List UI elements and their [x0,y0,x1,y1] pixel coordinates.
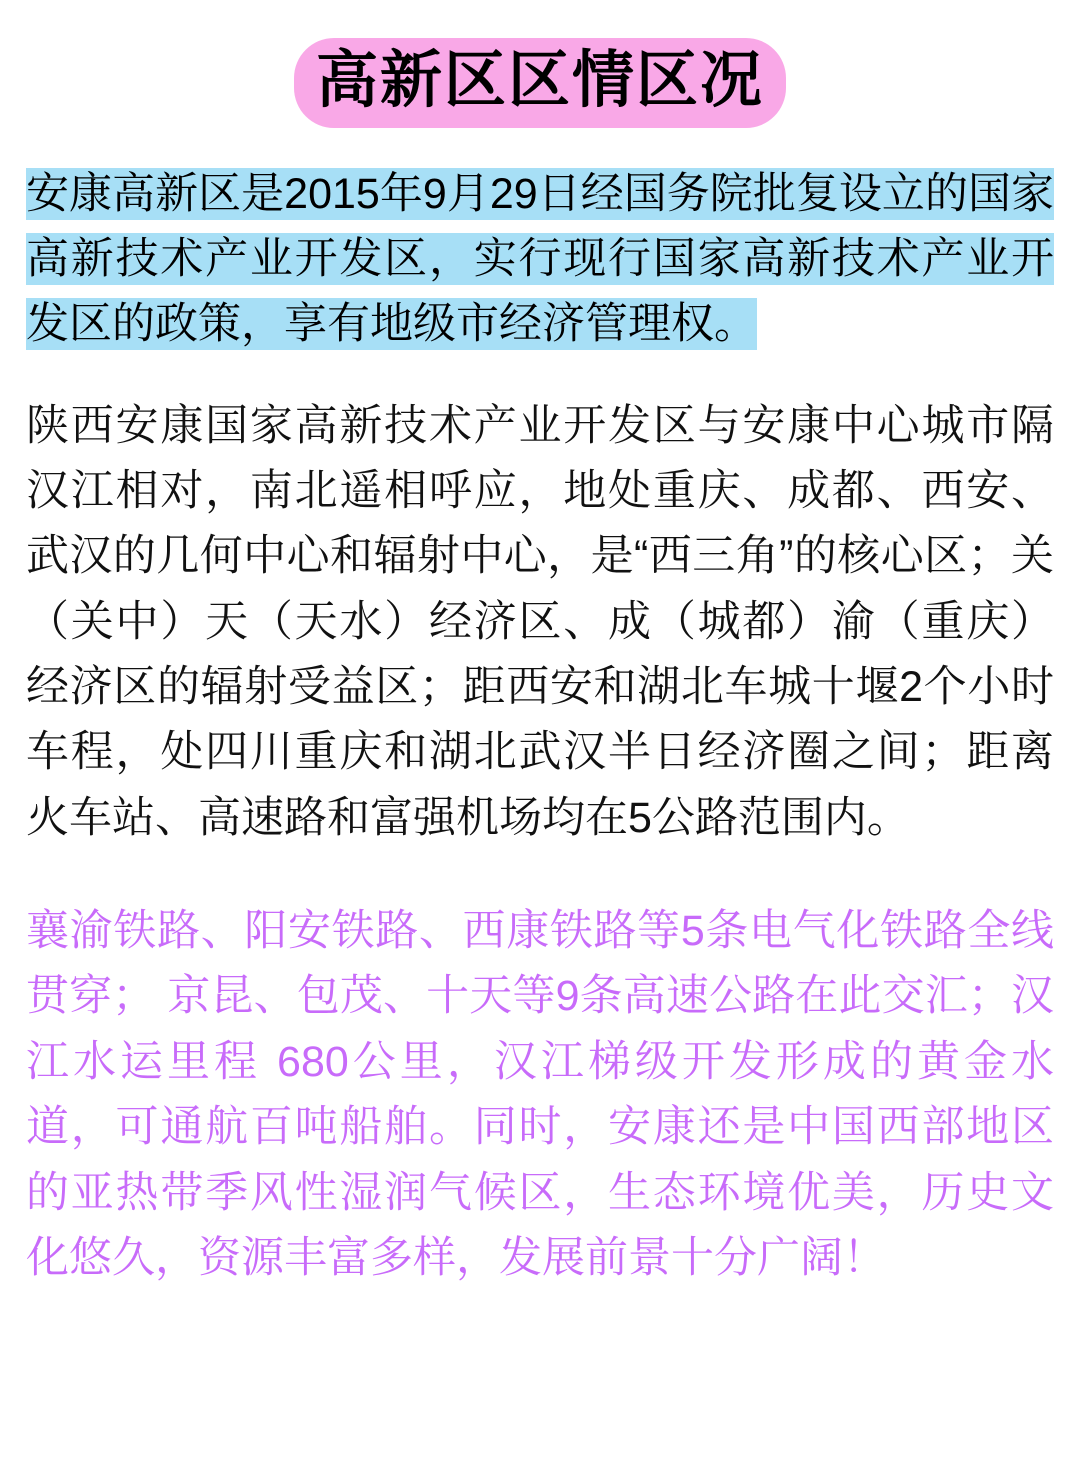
paragraph-transport: 襄渝铁路、阳安铁路、西康铁路等5条电气化铁路全线贯穿； 京昆、包茂、十天等9条高速公路在此交汇；汉江水运里程 680公里，汉江梯级开发形成的黄金水道，可通航百吨船舶。同时，安康还是中国西部地区的亚热带季风性湿润气候区，生态环境优美，历史文化悠久，资源丰富多样，发展前景十分广阔！ [26,907,1054,1282]
page-title-row [26,38,1054,128]
paragraph-intro-text: 安康高新区是2015年9月29日经国务院批复设立的国家高新技术产业开发区，实行现行国家高新技术产业开发区的政策，享有地级市经济管理权。 [26,169,1054,349]
paragraph-location: 陕西安康国家高新技术产业开发区与安康中心城市隔汉江相对，南北遥相呼应，地处重庆、成都、西安、武汉的几何中心和辐射中心，是“西三角”的核心区；关（关中）天（天水）经济区、成（城都）渝（重庆）经济区的辐射受益区；距西安和湖北车城十堰2个小时车程，处四川重庆和湖北武汉半日经济圈之间；距离火车站、高速路和富强机场均在5公路范围内。 [26,401,1054,842]
paragraph-intro [26,162,1054,358]
page-title: 高新区区情区况 [294,38,786,128]
